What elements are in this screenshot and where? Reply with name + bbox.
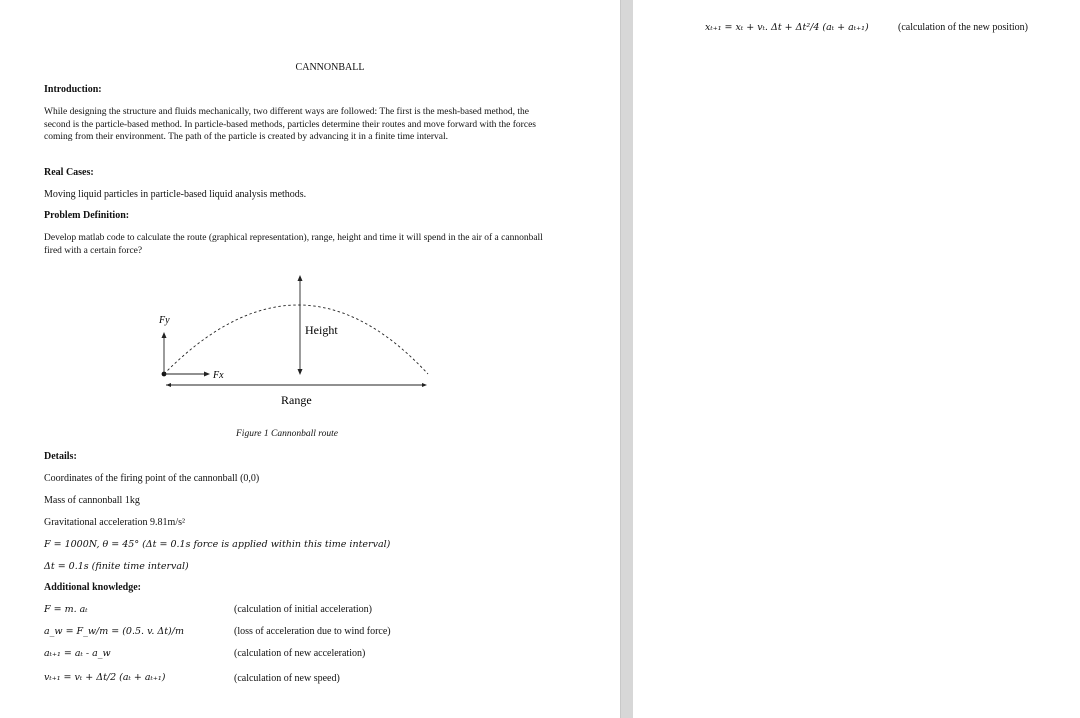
details-line-4: F = 1000N, θ = 45° (Δt = 0.1s force is applied within this time interval)	[44, 539, 391, 550]
details-line-2: Mass of cannonball 1kg	[44, 495, 140, 506]
position-equation-note: (calculation of the new position)	[898, 22, 1028, 33]
fx-arrow-head	[204, 372, 210, 377]
equation-1-note: (calculation of initial acceleration)	[234, 604, 372, 615]
additional-knowledge-heading: Additional knowledge:	[44, 582, 141, 593]
equation-2-note: (loss of acceleration due to wind force)	[234, 626, 391, 637]
fy-arrow-head	[162, 332, 167, 338]
range-label: Range	[281, 393, 312, 407]
range-arrow-right-head	[422, 383, 427, 387]
position-equation: xₜ₊₁ = xₜ + vₜ. Δt + Δt²/4 (aₜ + aₜ₊₁)	[705, 22, 869, 33]
equation-3: aₜ₊₁ = aₜ - a_w	[44, 648, 111, 659]
document-page-right	[633, 0, 1080, 718]
page-gutter	[620, 0, 634, 718]
problem-definition-paragraph: Develop matlab code to calculate the route (graphical representation), range, height and time it will spend in the air of a cannonball fired with a certain force?	[44, 233, 543, 256]
equation-3-note: (calculation of new acceleration)	[234, 648, 366, 659]
introduction-paragraph: While designing the structure and fluids mechanically, two different ways are followed: The first is the mesh-based method, the second is the particle-based method. In particle-based methods, particles determine their routes and move forward with the forces coming from their environment. The path of the particle is created by advancing it in a finite time interval.	[44, 107, 536, 143]
trajectory-path	[164, 305, 428, 374]
height-arrow-top-head	[298, 275, 303, 281]
real-cases-text: Moving liquid particles in particle-based liquid analysis methods.	[44, 189, 307, 200]
range-arrow-left-head	[166, 383, 171, 387]
fx-label: Fx	[213, 370, 224, 381]
equation-1: F = m. aₜ	[44, 604, 88, 615]
details-heading: Details:	[44, 451, 77, 462]
introduction-heading: Introduction:	[44, 84, 102, 95]
cannonball-route-diagram	[140, 264, 440, 414]
details-line-5: Δt = 0.1s (finite time interval)	[44, 561, 189, 572]
page-title: CANNONBALL	[295, 62, 365, 73]
problem-definition-heading: Problem Definition:	[44, 210, 130, 221]
details-line-1: Coordinates of the firing point of the cannonball (0,0)	[44, 473, 260, 484]
real-cases-heading: Real Cases:	[44, 167, 94, 178]
height-arrow-bottom-head	[298, 369, 303, 375]
equation-4-note: (calculation of new speed)	[234, 673, 340, 684]
height-label: Height	[305, 323, 338, 337]
equation-2: a_w = F_w/m = (0.5. v. Δt)/m	[44, 626, 184, 637]
details-line-3: Gravitational acceleration 9.81m/s²	[44, 517, 186, 528]
equation-4: vₜ₊₁ = vₜ + Δt/2 (aₜ + aₜ₊₁)	[44, 672, 166, 683]
figure-caption: Figure 1 Cannonball route	[236, 429, 338, 439]
fy-label: Fy	[159, 315, 170, 326]
